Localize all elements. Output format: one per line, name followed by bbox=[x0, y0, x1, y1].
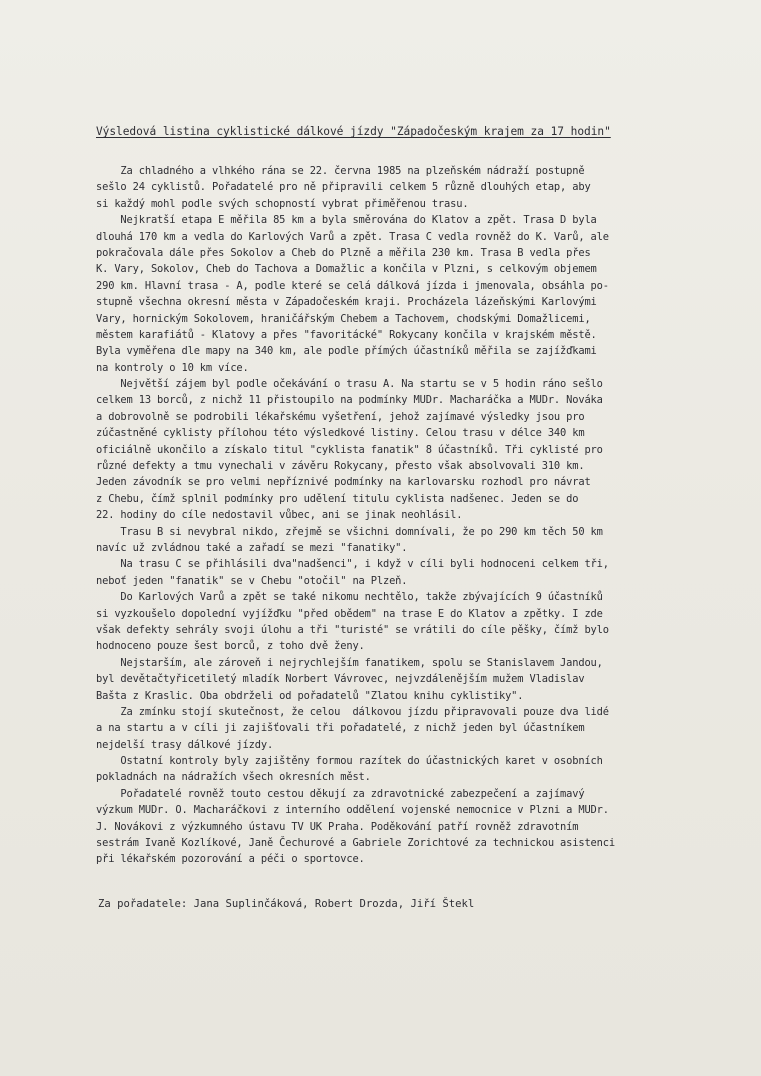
text-line: J. Novákovi z výzkumného ústavu TV UK Praha. Poděkování patří rovněž zdravotním bbox=[96, 820, 579, 833]
text-line: různé defekty a tmu vynechali v závěru Rokycany, přesto však absolvovali 310 km. bbox=[96, 460, 585, 473]
text-line: z Chebu, čímž splnil podmínky pro udělení titulu cyklista nadšenec. Jeden se do bbox=[96, 492, 579, 505]
text-line: 22. hodiny do cíle nedostavil vůbec, ani se jinak neohlásil. bbox=[96, 509, 463, 522]
text-line: Na trasu C se přihlásili dva"nadšenci", i když v cíli byli hodnoceni celkem tři, bbox=[96, 558, 609, 571]
text-line: Byla vyměřena dle mapy na 340 km, ale podle přímých účastníků měřila se zajížďkami bbox=[96, 345, 597, 358]
text-line: celkem 13 borců, z nichž 11 přistoupilo na podmínky MUDr. Macharáčka a MUDr. Nováka bbox=[96, 394, 603, 407]
text-line: byl devětačtyřicetiletý mladík Norbert Vávrovec, nejvzdálenějším mužem Vladislav bbox=[96, 673, 585, 686]
text-line: pokračovala dále přes Sokolov a Cheb do Plzně a měřila 230 km. Trasa B vedla přes bbox=[96, 246, 591, 259]
text-line: dlouhá 170 km a vedla do Karlových Varů a zpět. Trasa C vedla rovněž do K. Varů, ale bbox=[96, 230, 609, 243]
text-line: sestrám Ivaně Kozlíkové, Janě Čechurové a Gabriele Zorichtové za technickou asistenci bbox=[96, 837, 615, 850]
text-line: Jeden závodník se pro velmi nepříznivé podmínky na karlovarsku rozhodl pro návrat bbox=[96, 476, 591, 489]
text-line: Nejkratší etapa E měřila 85 km a byla směrována do Klatov a zpět. Trasa D byla bbox=[96, 214, 597, 227]
text-line: a na startu a v cíli ji zajišťovali tři pořadatelé, z nichž jeden byl účastníkem bbox=[96, 722, 585, 735]
text-line: a dobrovolně se podrobili lékařskému vyšetření, jehož zajímavé výsledky jsou pro bbox=[96, 410, 585, 423]
text-line: Pořadatelé rovněž touto cestou děkují za zdravotnické zabezpečení a zajímavý bbox=[96, 787, 585, 800]
text-line: K. Vary, Sokolov, Cheb do Tachova a Domažlic a končila v Plzni, s celkovým objemem bbox=[96, 263, 597, 276]
text-line: Největší zájem byl podle očekávání o trasu A. Na startu se v 5 hodin ráno sešlo bbox=[96, 378, 603, 391]
document-body bbox=[96, 163, 716, 868]
text-line: zúčastněné cyklisty přílohou této výsledkové listiny. Celou trasu v délce 340 km bbox=[96, 427, 585, 440]
text-line: Za chladného a vlhkého rána se 22. června 1985 na plzeňském nádraží postupně bbox=[96, 165, 585, 177]
text-line: nejdelší trasy dálkové jízdy. bbox=[96, 738, 274, 751]
document-title: Výsledová listina cyklistické dálkové jízdy "Západočeským krajem za 17 hodin" bbox=[96, 125, 611, 138]
text-line: na kontroly o 10 km více. bbox=[96, 361, 249, 374]
text-line: si každý mohl podle svých schopností vybrat přiměřenou trasu. bbox=[96, 197, 469, 210]
text-line: Do Karlových Varů a zpět se také nikomu nechtělo, takže zbývajících 9 účastníků bbox=[96, 591, 603, 604]
text-line: městem karafiátů - Klatovy a přes "favoritácké" Rokycany končila v krajském městě. bbox=[96, 328, 597, 341]
text-line: 290 km. Hlavní trasa - A, podle které se celá dálková jízda i jmenovala, obsáhla po- bbox=[96, 279, 609, 292]
text-line: Ostatní kontroly byly zajištěny formou razítek do účastnických karet v osobních bbox=[96, 755, 603, 768]
text-line: sešlo 24 cyklistů. Pořadatelé pro ně připravili celkem 5 různě dlouhých etap, aby bbox=[96, 181, 591, 194]
text-line: výzkum MUDr. O. Macharáčkovi z interního oddělení vojenské nemocnice v Plzni a MUDr. bbox=[96, 804, 609, 817]
text-line: Vary, hornickým Sokolovem, hraničářským Chebem a Tachovem, chodskými Domažlicemi, bbox=[96, 312, 591, 325]
text-line: neboť jeden "fanatik" se v Chebu "otočil" na Plzeň. bbox=[96, 574, 408, 587]
text-line: Trasu B si nevybral nikdo, zřejmě se všichni domnívali, že po 290 km těch 50 km bbox=[96, 525, 603, 538]
text-line: hodnoceno pouze šest borců, z toho dvě ženy. bbox=[96, 640, 365, 653]
text-line: si vyzkoušelo dopolední vyjížďku "před obědem" na trase E do Klatov a zpětky. I zde bbox=[96, 607, 603, 620]
text-line: Za zmínku stojí skutečnost, že celou dálkovou jízdu připravovali pouze dva lidé bbox=[96, 705, 609, 718]
text-line: však defekty sehrály svoji úlohu a tři "turisté" se vrátili do cíle pěšky, čímž bylo bbox=[96, 623, 609, 636]
text-line: Bašta z Kraslic. Oba obdrželi od pořadatelů "Zlatou knihu cyklistiky". bbox=[96, 689, 524, 702]
text-line: pokladnách na nádražích všech okresních měst. bbox=[96, 771, 371, 784]
text-line: stupně všechna okresní města v Západočeském kraji. Procházela lázeňskými Karlovými bbox=[96, 296, 597, 309]
text-line: při lékařském pozorování a péči o sportovce. bbox=[96, 853, 365, 866]
text-line: Nejstarším, ale zároveň i nejrychlejším fanatikem, spolu se Stanislavem Jandou, bbox=[96, 656, 603, 669]
text-line: navíc už zvládnou také a zařadí se mezi "fanatiky". bbox=[96, 541, 408, 554]
signature-line: Za pořadatele: Jana Suplinčáková, Robert Drozda, Jiří Štekl bbox=[98, 898, 475, 910]
text-line: oficiálně ukončilo a získalo titul "cyklista fanatik" 8 účastníků. Tři cyklisté pro bbox=[96, 443, 603, 456]
